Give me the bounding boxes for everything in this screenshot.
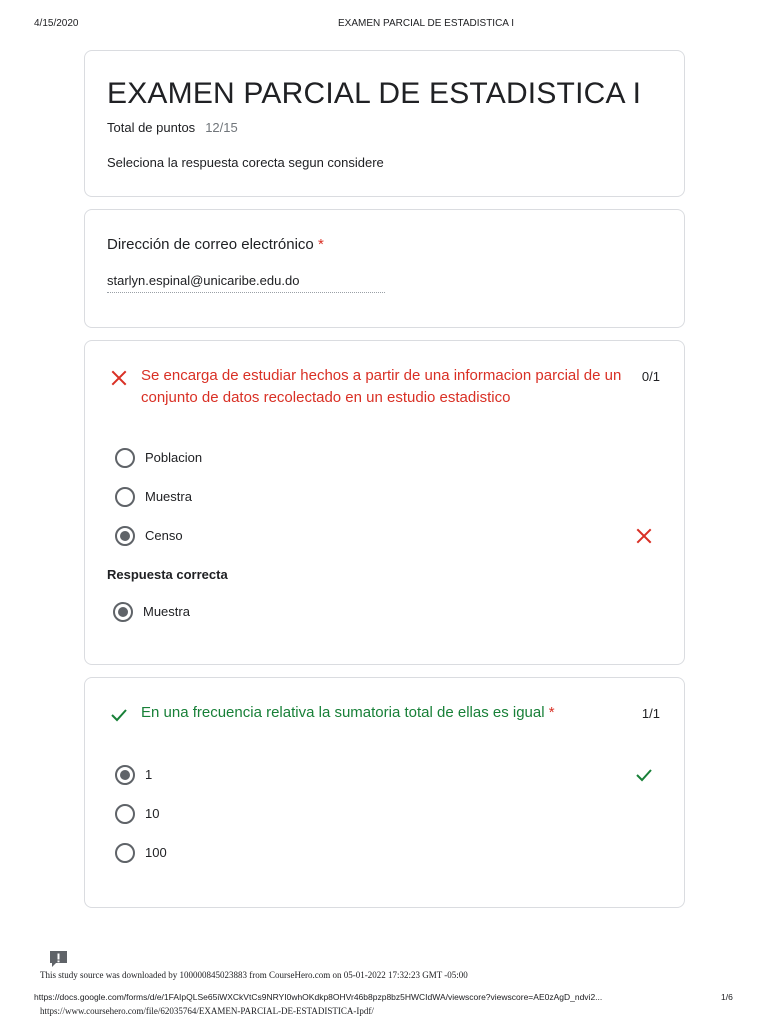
form-header-card	[84, 50, 685, 197]
radio-button[interactable]	[115, 804, 135, 824]
print-header	[0, 18, 768, 32]
check-icon	[109, 705, 129, 725]
total-points	[107, 120, 238, 135]
option-label: 100	[145, 845, 167, 860]
page-number: 1/6	[721, 992, 733, 1002]
radio-button-selected[interactable]	[115, 765, 135, 785]
form-title: EXAMEN PARCIAL DE ESTADISTICA I	[107, 77, 642, 110]
source-note: This study source was downloaded by 100000845023883 from CourseHero.com on 05-01-2022 17:32:23 GMT -05:00	[40, 970, 468, 980]
page-url: https://docs.google.com/forms/d/e/1FAIpQLSe65iWXCkVtCs9NRYI0whOKdkp8OHVr46b8pzp8bz5HWCIdWA/viewscore?viewscore=AE0zAgD_ndvi2...	[34, 992, 603, 1002]
radio-button-selected[interactable]	[115, 526, 135, 546]
report-flag-icon[interactable]	[48, 950, 69, 970]
option-label: Muestra	[145, 489, 192, 504]
question-card-2	[84, 677, 685, 908]
print-title: EXAMEN PARCIAL DE ESTADISTICA I	[338, 18, 514, 29]
x-icon	[635, 527, 653, 545]
question-1-text: Se encarga de estudiar hechos a partir de una informacion parcial de un conjunto de datos recolectado en un estudio estadistico	[141, 367, 622, 406]
coursehero-link[interactable]: https://www.coursehero.com/file/62035764/EXAMEN-PARCIAL-DE-ESTADISTICA-Ipdf/	[40, 1006, 374, 1016]
email-field[interactable]: starlyn.espinal@unicaribe.edu.do	[107, 273, 385, 293]
option-label: 10	[145, 806, 160, 821]
radio-button-selected	[113, 602, 133, 622]
option-label: Censo	[145, 528, 183, 543]
points-label: Total de puntos	[107, 120, 196, 135]
question-2-text	[141, 702, 641, 724]
option-label: 1	[145, 767, 153, 782]
print-date: 4/15/2020	[34, 18, 79, 29]
option-label: Muestra	[143, 604, 190, 619]
form-description: Seleciona la respuesta corecta segun considere	[107, 155, 384, 170]
email-label	[107, 236, 324, 253]
question-2-score: 1/1	[641, 706, 660, 721]
x-icon	[109, 368, 129, 388]
radio-button[interactable]	[115, 448, 135, 468]
radio-button[interactable]	[115, 843, 135, 863]
correct-answer-heading: Respuesta correcta	[107, 567, 228, 582]
radio-button[interactable]	[115, 487, 135, 507]
check-icon	[635, 766, 653, 784]
required-asterisk: *	[548, 704, 555, 721]
question-2-label: En una frecuencia relativa la sumatoria total de ellas es igual	[141, 704, 545, 721]
required-asterisk: *	[317, 236, 324, 253]
email-card	[84, 209, 685, 328]
question-1-score: 0/1	[641, 369, 660, 384]
email-label-text: Dirección de correo electrónico	[107, 236, 314, 253]
points-value: 12/15	[205, 120, 238, 135]
option-label: Poblacion	[145, 450, 203, 465]
question-card-1	[84, 340, 685, 665]
